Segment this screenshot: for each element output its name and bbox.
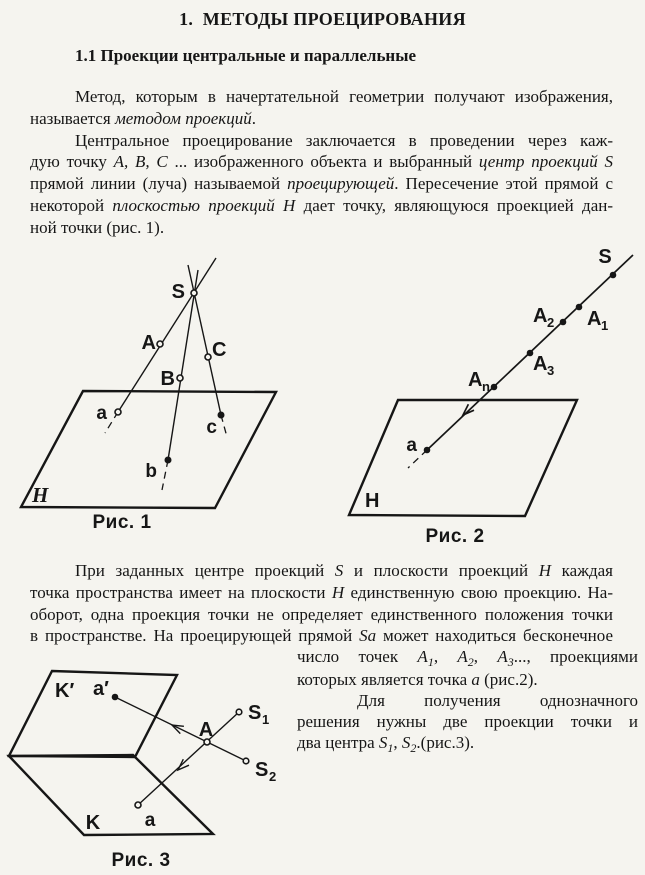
figure-3-label-K-prime: K′ xyxy=(55,680,75,702)
figure-3-label-S2-sub: 2 xyxy=(269,769,277,784)
figure-2-label-A3: A xyxy=(533,353,548,375)
figure-2-point-S xyxy=(610,272,617,279)
figure-1-label-A: A xyxy=(141,332,156,354)
figure-3 xyxy=(5,655,297,870)
figure-2-point-An xyxy=(491,384,498,391)
figure-3-point-S2 xyxy=(243,758,249,764)
figure-2-point-A1 xyxy=(576,304,583,311)
paragraph-method: Метод, которым в начертательной геометрии получают изображения, называется методом проекций. xyxy=(30,87,613,128)
right-column-text-block xyxy=(297,646,638,755)
figure-1-point-S xyxy=(191,290,197,296)
figure-1-point-c xyxy=(218,412,225,419)
figure-2-caption: Рис. 2 xyxy=(425,526,485,545)
figure-1-point-B xyxy=(177,375,183,381)
figure-1-label-a: a xyxy=(96,403,107,424)
figure-2-label-a: a xyxy=(406,435,417,456)
figure-1-label-B: B xyxy=(160,368,175,390)
figure-1 xyxy=(10,245,310,540)
figure-1-point-C xyxy=(205,354,211,360)
figure-1-dash-b xyxy=(162,460,168,490)
figure-3-line-S1-a xyxy=(138,712,239,805)
figure-1-plane-H xyxy=(21,391,276,508)
figure-3-caption: Рис. 3 xyxy=(111,850,171,870)
figure-1-label-S: S xyxy=(171,281,185,303)
figure-2-label-H: H xyxy=(365,490,380,512)
figure-3-label-a: a xyxy=(144,810,156,831)
figure-3-point-S1 xyxy=(236,709,242,715)
figure-3-line-S2-a-prime xyxy=(115,697,246,761)
figure-3-label-a-prime: a′ xyxy=(93,678,109,700)
intro-text-block xyxy=(30,86,613,239)
middle-text-block xyxy=(30,560,613,647)
figure-3-plane-K xyxy=(9,755,213,835)
paragraph-uniqueness: При заданных центре проекций S и плоскости проекций Н каждая точка пространства имеет на плоскости Н единственную свою проекцию. На- оборот, одна проекция точки не определяет единственного положения точки в пространстве. На проецирующей прямой Sa может находиться бесконечное xyxy=(30,561,614,646)
figure-2-label-An: A xyxy=(468,369,483,391)
figure-3-point-a xyxy=(135,802,141,808)
figure-1-label-b: b xyxy=(145,461,157,482)
figure-2-label-A2: A xyxy=(533,305,548,327)
figure-2-label-A1-sub: 1 xyxy=(601,318,609,333)
figure-1-point-A xyxy=(157,341,163,347)
figure-3-label-A: A xyxy=(198,719,214,741)
figure-3-label-K: K xyxy=(85,812,101,834)
figure-2-label-A1: A xyxy=(587,308,602,330)
page-title: 1. МЕТОДЫ ПРОЕЦИРОВАНИЯ xyxy=(179,9,466,29)
section-heading: 1.1 Проекции центральные и параллельные xyxy=(75,46,417,65)
paragraph-central-projection: Центральное проецирование заключается в проведении через каж- дую точку А, В, С ... изображенного объекта и выбранный центр проекций S прямой линии (луча) называемой проецирующей. Пересечение этой прямой с некоторой плоскостью проекций Н дает точку, являющуюся проекцией дан- ной точки (рис. 1). xyxy=(30,130,614,237)
figure-2-point-A2 xyxy=(560,319,567,326)
figure-1-label-c: c xyxy=(206,417,217,438)
figure-1-label-C: C xyxy=(212,339,227,361)
figure-2-point-a xyxy=(424,447,431,454)
figure-3-label-S1-sub: 1 xyxy=(262,712,270,727)
figure-2-label-S: S xyxy=(598,246,612,268)
figure-3-point-a-prime xyxy=(112,694,119,701)
figure-2-label-An-sub: n xyxy=(482,379,490,394)
figure-2 xyxy=(330,245,645,545)
paragraph-two-centers: Для получения однозначного решения нужны две проекции точки и два центра $S_1$, $S_2.(рис.3)$. xyxy=(297,691,638,755)
figure-1-point-a xyxy=(115,409,121,415)
figure-3-arrowhead-to-a xyxy=(178,759,189,770)
figure-1-label-H: H xyxy=(32,483,49,507)
figure-1-caption: Рис. 1 xyxy=(92,512,152,533)
figure-2-label-A3-sub: 3 xyxy=(547,363,555,378)
figure-3-label-S1: S xyxy=(248,702,262,724)
paragraph-points-continuation: число точек $A_1$, $A_2$, $A_3$..., проекциями которых является точка а (рис.2). xyxy=(297,647,639,690)
figure-2-label-A2-sub: 2 xyxy=(547,315,555,330)
figure-3-label-S2: S xyxy=(255,759,269,781)
figure-1-point-b xyxy=(165,457,172,464)
figure-2-plane-H xyxy=(349,400,577,516)
